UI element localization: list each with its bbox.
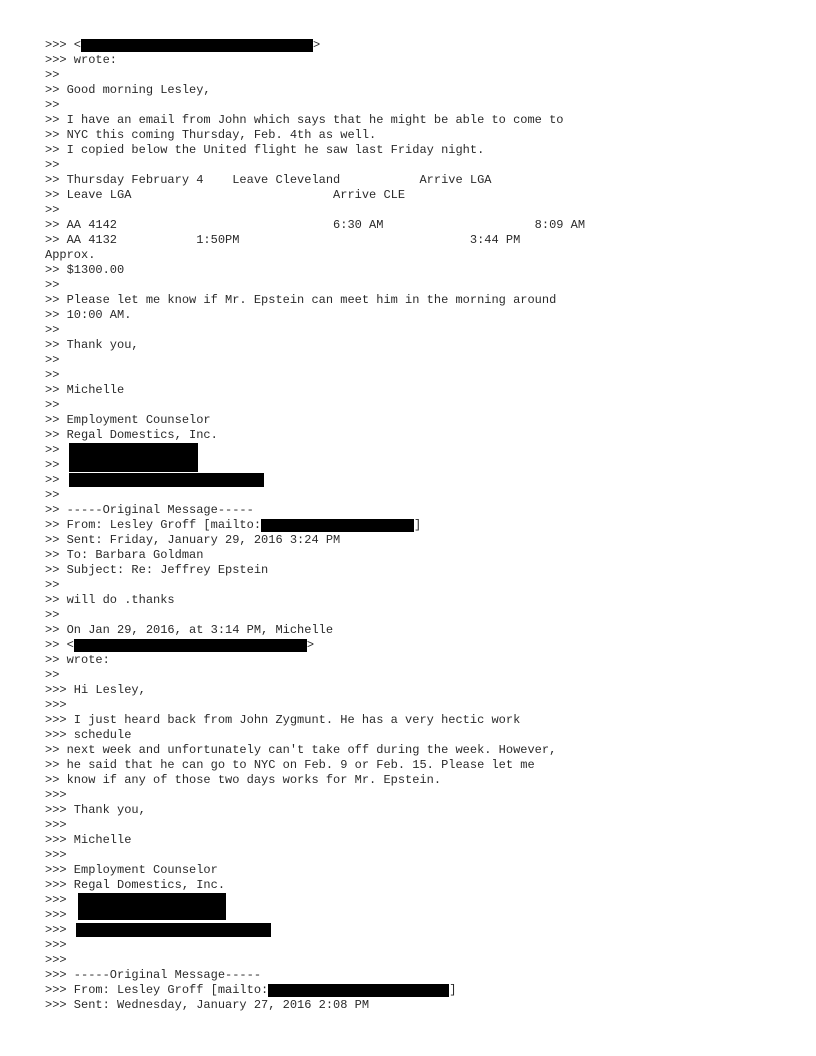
line-tail: ] [414,518,422,532]
email-line [45,53,785,68]
email-line [45,83,785,98]
email-line [45,38,785,53]
redaction-block [69,473,264,487]
email-line [45,683,785,698]
email-line [45,983,785,998]
email-line [45,833,785,848]
line-text: >> [45,578,60,592]
email-line [45,113,785,128]
line-text: >> From: Lesley Groff [mailto: [45,518,262,532]
email-line [45,218,785,233]
line-text: >>> -----Original Message----- [45,968,262,982]
line-text: >>> [45,923,67,937]
line-text: >> next week and unfortunately can't take off during the week. However, [45,743,557,757]
redaction-box [261,519,414,532]
line-text: >> Leave LGA Arrive CLE [45,188,406,202]
line-text: >> Subject: Re: Jeffrey Epstein [45,563,269,577]
email-line [45,848,785,863]
line-text: >> Sent: Friday, January 29, 2016 3:24 PM [45,533,341,547]
email-line [45,953,785,968]
line-text: Approx. [45,248,96,262]
email-line [45,188,785,203]
email-line [45,248,785,263]
email-line [45,998,785,1013]
redaction-box [268,984,449,997]
email-line [45,698,785,713]
line-text: >>> [45,788,67,802]
email-line [45,263,785,278]
line-text: >>> Sent: Wednesday, January 27, 2016 2:08 PM [45,998,370,1012]
email-line [45,638,785,653]
line-text: >>> wrote: [45,53,118,67]
line-text: >> [45,98,60,112]
line-text: >> 10:00 AM. [45,308,132,322]
redaction-box [81,39,313,52]
email-line [45,308,785,323]
line-text: >>> [45,938,67,952]
line-text: >>> [45,908,67,922]
line-text: >> [45,608,60,622]
email-line [45,548,785,563]
line-text: >>> [45,818,67,832]
redaction-block [76,923,271,937]
email-line [45,203,785,218]
email-line [45,863,785,878]
email-line [45,728,785,743]
email-line [45,398,785,413]
email-line [45,623,785,638]
redaction-box [74,639,307,652]
line-text: >> wrote: [45,653,110,667]
line-text: >> < [45,638,74,652]
line-text: >>> Michelle [45,833,132,847]
email-line [45,818,785,833]
email-line [45,173,785,188]
email-line [45,488,785,503]
line-tail: > [306,638,315,652]
line-text: >> [45,158,60,172]
line-text: >> [45,473,60,487]
line-text: >>> Thank you, [45,803,146,817]
line-text: >>> [45,848,67,862]
email-line [45,233,785,248]
line-text: >> [45,458,60,472]
email-line [45,713,785,728]
line-text: >> [45,368,60,382]
email-line [45,143,785,158]
line-text: >> To: Barbara Goldman [45,548,204,562]
line-text: >> AA 4132 1:50PM 3:44 PM [45,233,521,247]
line-text: >> -----Original Message----- [45,503,254,517]
email-line [45,788,785,803]
line-text: >> Employment Counselor [45,413,211,427]
line-text: >> [45,68,60,82]
line-text: >>> [45,893,67,907]
email-line [45,368,785,383]
line-text: >> [45,278,60,292]
line-text: >> [45,443,60,457]
line-text: >> NYC this coming Thursday, Feb. 4th as well. [45,128,377,142]
email-line [45,98,785,113]
line-text: >> Good morning Lesley, [45,83,211,97]
line-text: >>> Hi Lesley, [45,683,146,697]
email-line [45,653,785,668]
line-text: >> I copied below the United flight he saw last Friday night. [45,143,485,157]
line-text: >>> < [45,38,82,52]
line-text: >> will do .thanks [45,593,175,607]
line-text: >>> [45,953,67,967]
line-text: >>> I just heard back from John Zygmunt. He has a very hectic work [45,713,521,727]
line-text: >>> From: Lesley Groff [mailto: [45,983,269,997]
line-text: >> Michelle [45,383,125,397]
email-line [45,578,785,593]
email-line [45,803,785,818]
email-line [45,353,785,368]
line-text: >> know if any of those two days works for Mr. Epstein. [45,773,442,787]
line-text: >>> [45,698,67,712]
line-text: >>> schedule [45,728,132,742]
line-text: >> Please let me know if Mr. Epstein can meet him in the morning around [45,293,557,307]
line-text: >> he said that he can go to NYC on Feb. 9 or Feb. 15. Please let me [45,758,535,772]
email-line [45,413,785,428]
email-line [45,533,785,548]
email-line [45,338,785,353]
email-line [45,383,785,398]
line-text: >> [45,668,60,682]
redaction-block [78,893,226,920]
email-line [45,773,785,788]
email-line [45,503,785,518]
email-line [45,968,785,983]
line-tail: > [313,38,321,52]
line-text: >> Thank you, [45,338,139,352]
email-line [45,668,785,683]
email-line [45,323,785,338]
line-text: >> AA 4142 6:30 AM 8:09 AM [45,218,586,232]
email-line [45,428,785,443]
email-line [45,293,785,308]
line-text: >>> Employment Counselor [45,863,218,877]
line-text: >> Regal Domestics, Inc. [45,428,218,442]
email-line [45,938,785,953]
line-text: >> [45,488,60,502]
email-line [45,758,785,773]
line-text: >> [45,323,60,337]
email-document [45,38,785,1013]
email-line [45,563,785,578]
email-line [45,608,785,623]
line-text: >> $1300.00 [45,263,125,277]
email-line [45,743,785,758]
email-line [45,593,785,608]
email-line [45,68,785,83]
line-text: >> Thursday February 4 Leave Cleveland Arrive LGA [45,173,492,187]
line-text: >> [45,203,60,217]
line-text: >> [45,353,60,367]
line-text: >>> Regal Domestics, Inc. [45,878,226,892]
line-tail: ] [449,983,457,997]
email-line [45,278,785,293]
email-line [45,158,785,173]
line-text: >> I have an email from John which says that he might be able to come to [45,113,564,127]
email-line [45,518,785,533]
email-line [45,878,785,893]
line-text: >> [45,398,60,412]
line-text: >> On Jan 29, 2016, at 3:14 PM, Michelle [45,623,334,637]
email-line [45,128,785,143]
redaction-block [69,443,198,472]
